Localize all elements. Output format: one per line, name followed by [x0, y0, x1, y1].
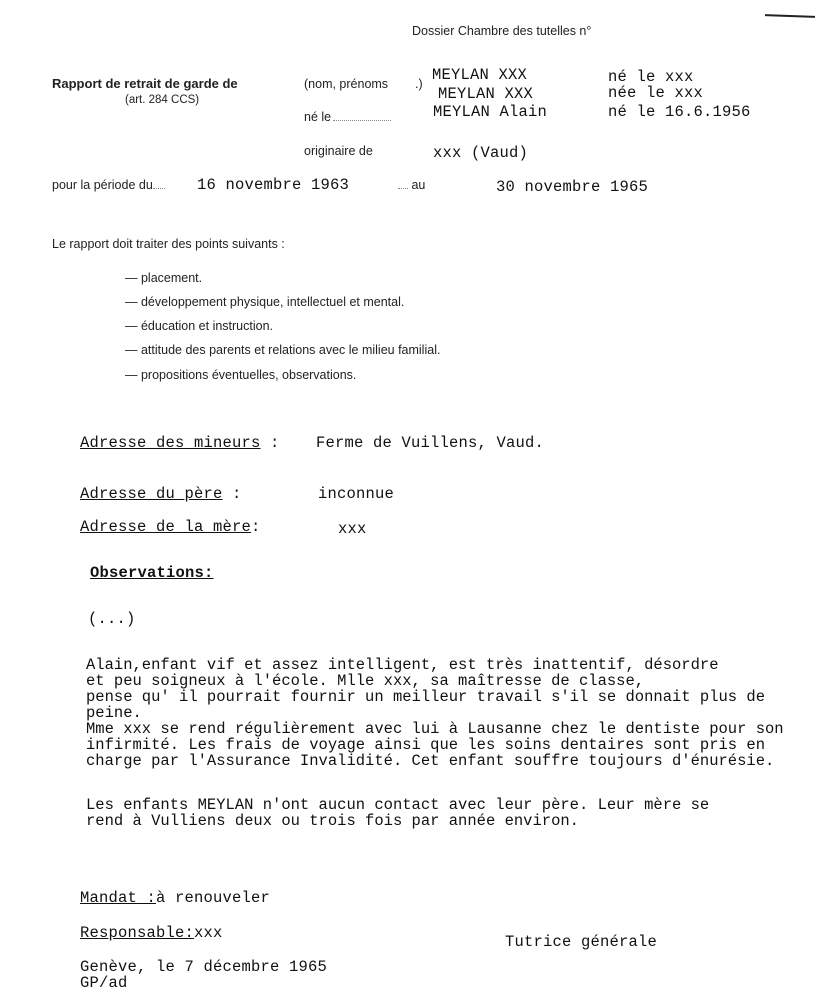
list-item: — éducation et instruction.: [125, 319, 274, 333]
period-label: pour la période du: [52, 178, 165, 192]
list-item: — développement physique, intellectuel et mental.: [125, 295, 405, 309]
list-item: — propositions éventuelles, observations.: [125, 368, 357, 382]
name-label: (nom, prénoms: [304, 77, 389, 91]
dossier-number-label: Dossier Chambre des tutelles n°: [412, 24, 592, 38]
mother-address-label: Adresse de la mère:: [80, 518, 261, 536]
period-from: 16 novembre 1963: [197, 176, 350, 194]
observations-title: Observations:: [90, 564, 214, 582]
father-address-value: inconnue: [318, 485, 395, 503]
observations-paragraph-1: Alain,enfant vif et assez intelligent, est très inattentif, désordre et peu soigneux à l'école. Mlle xxx, sa maîtresse de classe, pense qu' il pourrait fournir un meilleur travail s'il se donnait plus de peine. Mme xxx se rend régulièrement avec lui à Lausanne chez le dentiste pour son infirmité. Les frais de voyage ainsi que les soins dentaires sont pris en charge par l'Assurance Invalidité. Cet enfant souffre toujours d'énurésie.: [86, 656, 784, 770]
responsible-line: Responsable:xxx: [80, 924, 223, 942]
born-label: né le: [304, 110, 391, 124]
place-date: Genève, le 7 décembre 1965: [80, 958, 328, 976]
reference-initials: GP/ad: [80, 974, 128, 992]
child-name-1: MEYLAN XXX: [432, 66, 528, 84]
name-label-close: .): [415, 77, 423, 91]
mandate-line: Mandat :à renouveler: [80, 889, 271, 907]
origin-value: xxx (Vaud): [433, 144, 529, 162]
period-to-label: au: [398, 178, 425, 192]
period-to: 30 novembre 1965: [496, 178, 649, 196]
child-born-1: né le xxx: [608, 68, 694, 86]
father-address-label: Adresse du père :: [80, 485, 242, 503]
child-name-2: MEYLAN XXX: [438, 85, 534, 103]
instructions-intro: Le rapport doit traiter des points suivants :: [52, 237, 285, 251]
signature-role: Tutrice générale: [505, 933, 658, 951]
observations-ellipsis: (...): [88, 610, 136, 628]
minors-address-label: Adresse des mineurs :: [80, 434, 280, 452]
mother-address-value: xxx: [338, 520, 367, 538]
minors-address-value: Ferme de Vuillens, Vaud.: [316, 434, 545, 452]
margin-mark: [765, 14, 815, 18]
list-item: — attitude des parents et relations avec le milieu familial.: [125, 343, 441, 357]
article-reference: (art. 284 CCS): [125, 94, 200, 106]
observations-paragraph-2: Les enfants MEYLAN n'ont aucun contact avec leur père. Leur mère se rend à Vulliens deux ou trois fois par année environ.: [86, 796, 710, 830]
list-item: — placement.: [125, 271, 203, 285]
child-born-3: né le 16.6.1956: [608, 103, 751, 121]
child-name-3: MEYLAN Alain: [433, 103, 548, 121]
origin-label: originaire de: [304, 144, 373, 158]
child-born-2: née le xxx: [608, 84, 704, 102]
report-title: Rapport de retrait de garde de: [52, 76, 238, 91]
